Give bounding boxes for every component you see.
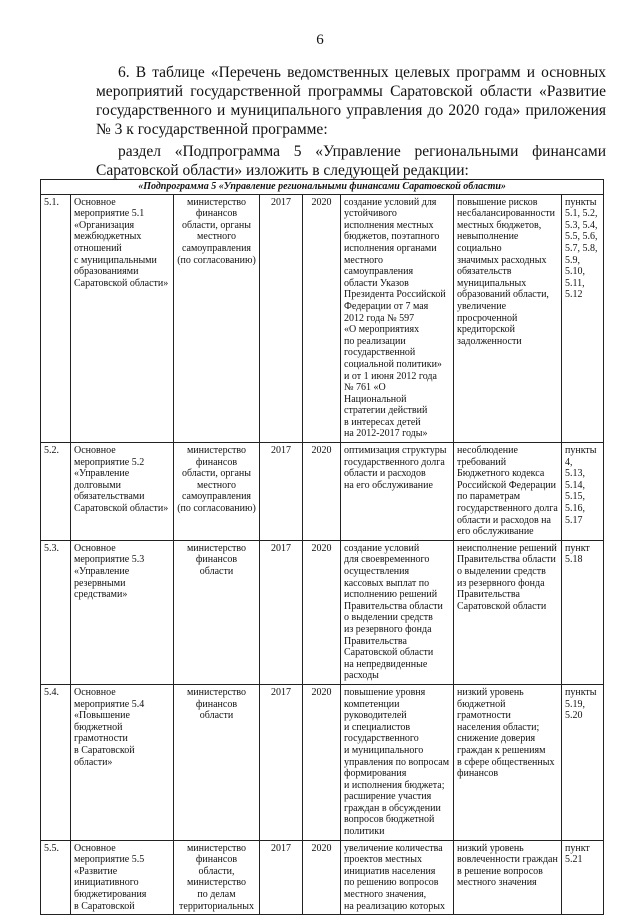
expected-result-cell bbox=[341, 540, 454, 684]
risks-cell bbox=[454, 684, 562, 840]
indicators-cell bbox=[562, 443, 604, 541]
start-year-cell bbox=[260, 840, 303, 915]
end-year-cell-text: 2020 bbox=[311, 445, 332, 457]
subprogram-5-table bbox=[40, 179, 604, 915]
executor-cell bbox=[174, 194, 260, 442]
table-row bbox=[41, 194, 604, 442]
measure-name-cell bbox=[71, 540, 174, 684]
expected-result-cell-text: оптимизация структуры государственного долга области и расходов на его обслуживание bbox=[344, 445, 447, 491]
measure-name-cell-text: Основное мероприятие 5.2 «Управление долговыми обязательствами Саратовской области» bbox=[74, 445, 169, 515]
executor-cell bbox=[174, 540, 260, 684]
indicators-cell-text: пункты 5.19, 5.20 bbox=[565, 686, 597, 722]
paragraph-section-replacement: раздел «Подпрограмма 5 «Управление региональными финансами Саратовской области» изложить в следующей редакции: bbox=[96, 143, 606, 179]
page-number: 6 bbox=[316, 32, 324, 48]
executor-cell-text: министерство финансов области, органы местного самоуправления (по согласованию) bbox=[177, 196, 256, 266]
start-year-cell bbox=[260, 194, 303, 442]
table-header-row bbox=[41, 180, 604, 195]
expected-result-cell-text: создание условий для устойчивого исполнения местных бюджетов, поэтапного исполнения органами местного самоуправления области Указов Президента Российской Федерации от 7 мая 2012 года № 597 «О мероприятиях по реализации государственной социальной политики» и от 1 июня 2012 года № 761 «О Национальной стратегии действий в интересах детей на 2012-2017 годы» bbox=[344, 196, 446, 440]
risks-cell bbox=[454, 840, 562, 915]
table-row bbox=[41, 443, 604, 541]
indicators-cell bbox=[562, 194, 604, 442]
table-header-cell: «Подпрограмма 5 «Управление региональными финансами Саратовской области» bbox=[41, 180, 604, 195]
expected-result-cell-text: увеличение количества проектов местных инициатив населения по решению вопросов местного значения, на реализацию которых bbox=[344, 842, 445, 912]
row-number-cell-text: 5.2. bbox=[44, 445, 59, 457]
risks-cell bbox=[454, 540, 562, 684]
table-row bbox=[41, 684, 604, 840]
table-row bbox=[41, 840, 604, 915]
end-year-cell-text: 2020 bbox=[311, 842, 332, 854]
start-year-cell-text: 2017 bbox=[271, 542, 291, 554]
risks-cell-text: низкий уровень бюджетной грамотности населения области; снижение доверия граждан к решениям в сфере общественных финансов bbox=[457, 686, 555, 780]
end-year-cell bbox=[303, 540, 341, 684]
executor-cell-text: министерство финансов области, органы местного самоуправления (по согласованию) bbox=[177, 445, 256, 515]
end-year-cell bbox=[303, 840, 341, 915]
indicators-cell bbox=[562, 540, 604, 684]
row-number-cell bbox=[41, 684, 71, 840]
indicators-cell bbox=[562, 840, 604, 915]
measure-name-cell-text: Основное мероприятие 5.1 «Организация межбюджетных отношений с муниципальными образованиями Саратовской области» bbox=[74, 196, 169, 289]
executor-cell-text: министерство финансов области bbox=[186, 686, 247, 722]
start-year-cell-text: 2017 bbox=[271, 445, 291, 457]
risks-cell-text: неисполнение решений Правительства области о выделении средств из резервного фонда Правительства Саратовской области bbox=[457, 542, 557, 612]
row-number-cell-text: 5.3. bbox=[44, 542, 59, 554]
end-year-cell bbox=[303, 443, 341, 541]
indicators-cell bbox=[562, 684, 604, 840]
measure-name-cell-text: Основное мероприятие 5.4 «Повышение бюджетной грамотности в Саратовской области» bbox=[74, 686, 145, 768]
executor-cell bbox=[174, 684, 260, 840]
indicators-cell-text: пункты 4, 5.13, 5.14, 5.15, 5.16, 5.17 bbox=[565, 445, 597, 526]
risks-cell bbox=[454, 194, 562, 442]
risks-cell bbox=[454, 443, 562, 541]
end-year-cell-text: 2020 bbox=[311, 686, 332, 698]
expected-result-cell bbox=[341, 684, 454, 840]
expected-result-cell bbox=[341, 194, 454, 442]
start-year-cell-text: 2017 bbox=[271, 196, 291, 208]
row-number-cell-text: 5.4. bbox=[44, 686, 59, 698]
executor-cell-text: министерство финансов области, министерство по делам территориальных bbox=[179, 842, 254, 912]
expected-result-cell-text: повышение уровня компетенции руководителей и специалистов государственного и муниципального управления по вопросам формирования и исполнения бюджета; расширение участия граждан в обсуждении вопросов бюджетной политики bbox=[344, 686, 450, 838]
indicators-cell-text: пункты 5.1, 5.2, 5.3, 5.4, 5.5, 5.6, 5.7, 5.8, 5.9, 5.10, 5.11, 5.12 bbox=[565, 196, 598, 301]
expected-result-cell bbox=[341, 840, 454, 915]
expected-result-cell-text: создание условий для своевременного осуществления кассовых выплат по исполнению решений Правительства области о выделении средств из резервного фонда Правительства Саратовской области на непредвиденные расходы bbox=[344, 542, 443, 682]
executor-cell bbox=[174, 443, 260, 541]
risks-cell-text: несоблюдение требований Бюджетного кодекса Российской Федерации по параметрам государственного долга области и расходов на его обслуживание bbox=[457, 445, 558, 538]
measure-name-cell bbox=[71, 194, 174, 442]
measure-name-cell-text: Основное мероприятие 5.5 «Развитие инициативного бюджетирования в Саратовской bbox=[74, 842, 147, 912]
end-year-cell bbox=[303, 194, 341, 442]
measure-name-cell bbox=[71, 840, 174, 915]
measure-name-cell-text: Основное мероприятие 5.3 «Управление резервными средствами» bbox=[74, 542, 145, 601]
row-number-cell bbox=[41, 540, 71, 684]
row-number-cell-text: 5.1. bbox=[44, 196, 59, 208]
start-year-cell bbox=[260, 540, 303, 684]
measure-name-cell bbox=[71, 684, 174, 840]
row-number-cell bbox=[41, 443, 71, 541]
row-number-cell bbox=[41, 840, 71, 915]
executor-cell bbox=[174, 840, 260, 915]
risks-cell-text: низкий уровень вовлеченности граждан в решение вопросов местного значения bbox=[457, 842, 558, 889]
end-year-cell-text: 2020 bbox=[311, 196, 332, 208]
indicators-cell-text: пункт 5.18 bbox=[565, 542, 590, 566]
table-row bbox=[41, 540, 604, 684]
start-year-cell bbox=[260, 443, 303, 541]
start-year-cell-text: 2017 bbox=[271, 842, 291, 854]
end-year-cell-text: 2020 bbox=[311, 542, 332, 554]
end-year-cell bbox=[303, 684, 341, 840]
row-number-cell bbox=[41, 194, 71, 442]
measure-name-cell bbox=[71, 443, 174, 541]
indicators-cell-text: пункт 5.21 bbox=[565, 842, 590, 866]
row-number-cell-text: 5.5. bbox=[44, 842, 59, 854]
start-year-cell bbox=[260, 684, 303, 840]
expected-result-cell bbox=[341, 443, 454, 541]
executor-cell-text: министерство финансов области bbox=[186, 542, 247, 577]
start-year-cell-text: 2017 bbox=[271, 686, 291, 698]
risks-cell-text: повышение рисков несбалансированности местных бюджетов, невыполнение социально значимых расходных обязательств муниципальных образований области, увеличение просроченной кредиторской задолженности bbox=[457, 196, 555, 347]
paragraph-item-6: 6. В таблице «Перечень ведомственных целевых программ и основных мероприятий государственной программы Саратовской области «Развитие государственного и муниципального управления до 2020 года» приложения № 3 к государственной программе: bbox=[96, 64, 606, 138]
